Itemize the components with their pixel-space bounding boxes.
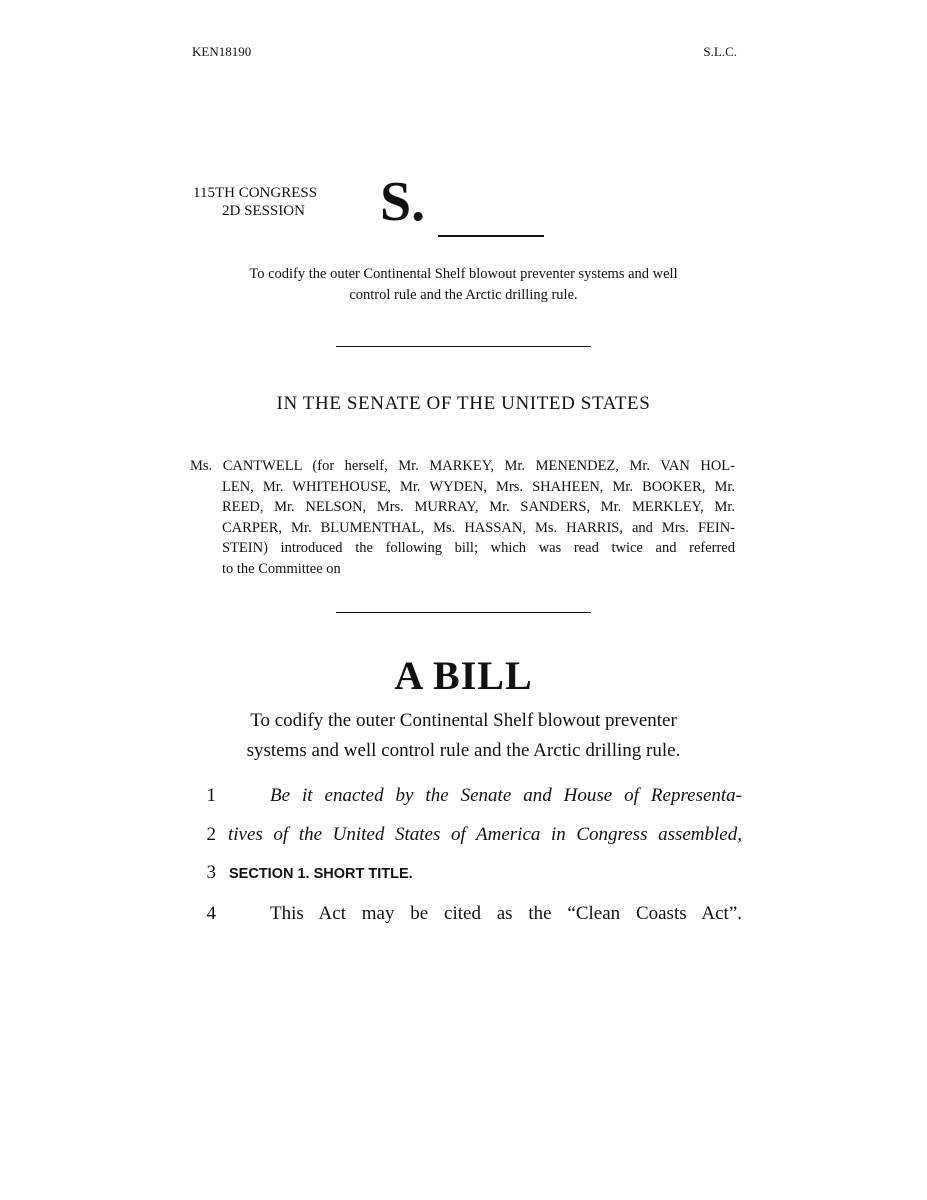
long-title [0,706,927,766]
long-title-line: systems and well control rule and the Arctic drilling rule. [246,740,681,761]
bill-heading: A BILL [394,653,533,698]
sponsors-line: to the Committee on [222,560,341,577]
sponsors-line: STEIN) introduced the following bill; which was read twice and referred [222,540,735,556]
enacting-clause-line: Be it enacted by the Senate and House of Representa- [270,785,742,806]
session-number: 2D SESSION [222,203,305,219]
sponsors-line: Ms. CANTWELL (for herself, Mr. MARKEY, Mr. MENENDEZ, Mr. VAN HOL- [190,458,735,474]
sponsors-line: LEN, Mr. WHITEHOUSE, Mr. WYDEN, Mrs. SHAHEEN, Mr. BOOKER, Mr. [222,478,735,495]
line-number: 2 [206,824,216,845]
slc-marker: S.L.C. [703,44,737,59]
sponsors-line: REED, Mr. NELSON, Mrs. MURRAY, Mr. SANDERS, Mr. MERKLEY, Mr. [222,499,735,515]
short-description [0,264,927,306]
sponsors-line: CARPER, Mr. BLUMENTHAL, Ms. HASSAN, Ms. HARRIS, and Mrs. FEIN- [222,519,735,536]
bill-number-blank [438,235,544,237]
section-heading: SECTION 1. SHORT TITLE. [229,866,413,882]
enacting-clause-line: tives of the United States of America in Congress assembled, [228,824,742,845]
divider [336,346,591,347]
chamber-heading: IN THE SENATE OF THE UNITED STATES [276,393,651,414]
long-title-line: To codify the outer Continental Shelf blowout preventer [250,710,677,731]
short-description-line: control rule and the Arctic drilling rule. [349,287,578,303]
bill-prefix: S. [380,171,426,233]
short-description-line: To codify the outer Continental Shelf blowout preventer systems and well [249,266,678,282]
congress-number: 115TH CONGRESS [193,185,318,201]
line-number: 3 [206,862,216,883]
line-number: 1 [206,785,216,806]
short-title-text: This Act may be cited as the “Clean Coasts Act”. [270,903,742,924]
divider [336,612,591,613]
sponsors-paragraph [190,456,735,579]
line-number: 4 [206,903,216,924]
document-id: KEN18190 [192,44,252,59]
